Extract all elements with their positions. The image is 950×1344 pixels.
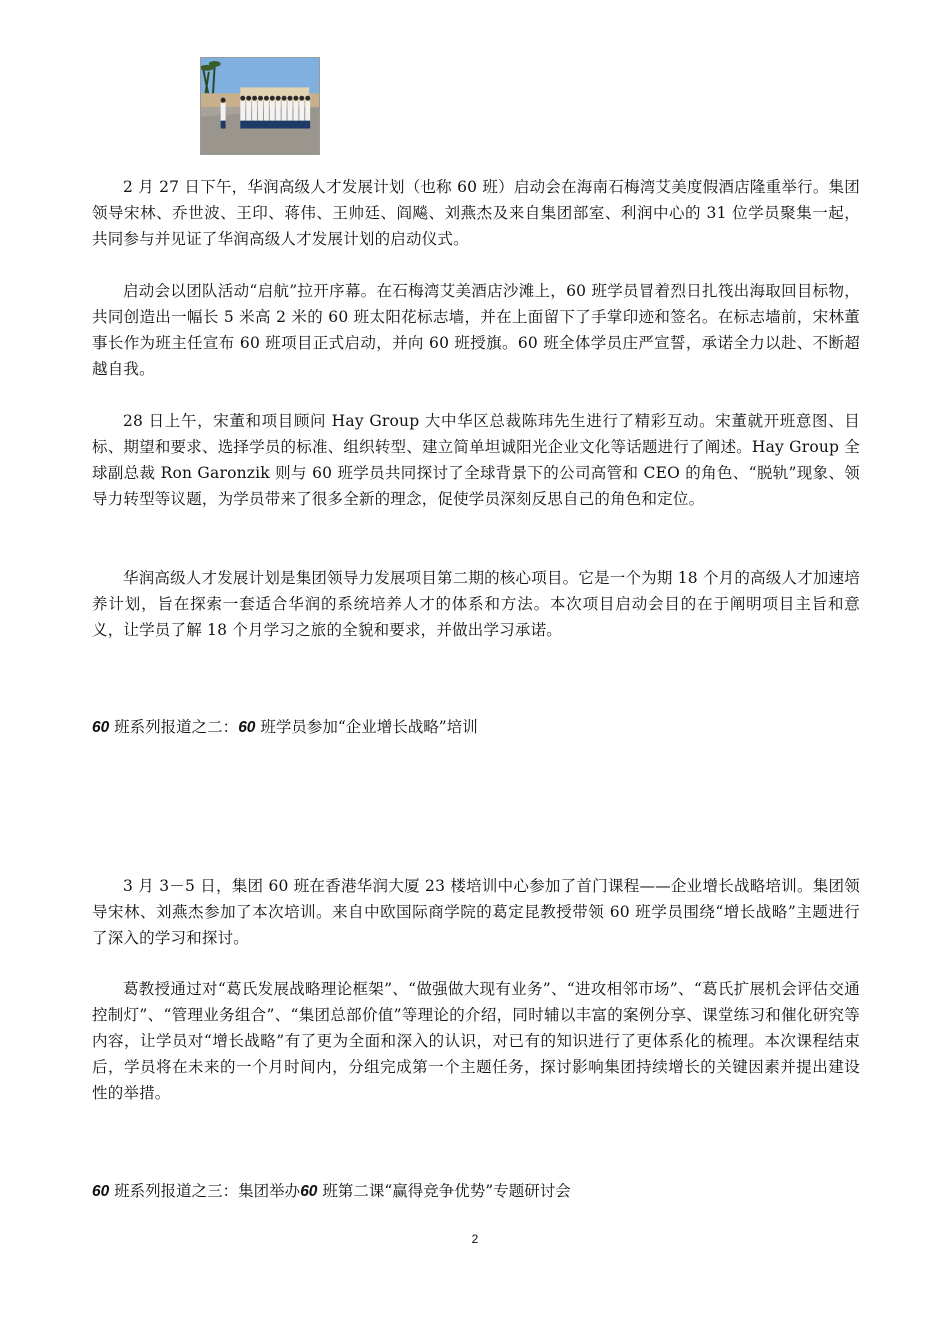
section-heading-report-3: 60 班系列报道之三：集团举办60 班第二课“赢得竞争优势”专题研讨会: [92, 1182, 571, 1200]
beach-lineup-image: [201, 58, 319, 154]
section-heading-report-2: 60 班系列报道之二：60 班学员参加“企业增长战略”培训: [92, 718, 478, 736]
paragraph-growth-strategy-training: 3 月 3－5 日，集团 60 班在香港华润大厦 23 楼培训中心参加了首门课程——企业增长战略培训。集团领导宋林、刘燕杰参加了本次培训。来自中欧国际商学院的葛定昆教授带领 60 班学员围绕“增长战略”主题进行了深入的学习和探讨。: [92, 877, 860, 947]
paragraph-hay-group: 28 日上午，宋董和项目顾问 Hay Group 大中华区总裁陈玮先生进行了精彩互动。宋董就开班意图、目标、期望和要求、选择学员的标准、组织转型、建立简单坦诚阳光企业文化等话题进行了阐述。Hay Group 全球副总裁 Ron Garonzik 则与 60 班学员共同探讨了全球背景下的公司高管和 CEO 的角色、“脱轨”现象、领导力转型等议题，为学员带来了很多全新的理念，促使学员深刻反思自己的角色和定位。: [92, 412, 860, 508]
group-photo: [200, 57, 320, 155]
page-number: 2: [471, 1232, 479, 1246]
paragraph-professor-lecture: 葛教授通过对“葛氏发展战略理论框架”、“做强做大现有业务”、“进攻相邻市场”、“葛氏扩展机会评估交通控制灯”、“管理业务组合”、“集团总部价值”等理论的介绍，同时辅以丰富的案例分享、课堂练习和催化研究等内容，让学员对“增长战略”有了更为全面和深入的认识，对已有的知识进行了更体系化的梳理。本次课程结束后，学员将在未来的一个月时间内，分组完成第一个主题任务，探讨影响集团持续增长的关键因素并提出建设性的举措。: [92, 980, 860, 1102]
paragraph-launch-event: 2 月 27 日下午，华润高级人才发展计划（也称 60 班）启动会在海南石梅湾艾美度假酒店隆重举行。集团领导宋林、乔世波、王印、蒋伟、王帅廷、阎飚、刘燕杰及来自集团部室、利润中心的 31 位学员聚集一起，共同参与并见证了华润高级人才发展计划的启动仪式。: [92, 178, 860, 248]
paragraph-program-overview: 华润高级人才发展计划是集团领导力发展项目第二期的核心项目。它是一个为期 18 个月的高级人才加速培养计划，旨在探索一套适合华润的系统培养人才的体系和方法。本次项目启动会目的在于阐明项目主旨和意义，让学员了解 18 个月学习之旅的全貌和要求，并做出学习承诺。: [92, 569, 860, 639]
paragraph-team-activity: 启动会以团队活动“启航”拉开序幕。在石梅湾艾美酒店沙滩上，60 班学员冒着烈日扎筏出海取回目标物，共同创造出一幅长 5 米高 2 米的 60 班太阳花标志墙，并在上面留下了手掌印迹和签名。在标志墙前，宋林董事长作为班主任宣布 60 班项目正式启动，并向 60 班授旗。60 班全体学员庄严宣誓，承诺全力以赴、不断超越自我。: [92, 282, 860, 378]
